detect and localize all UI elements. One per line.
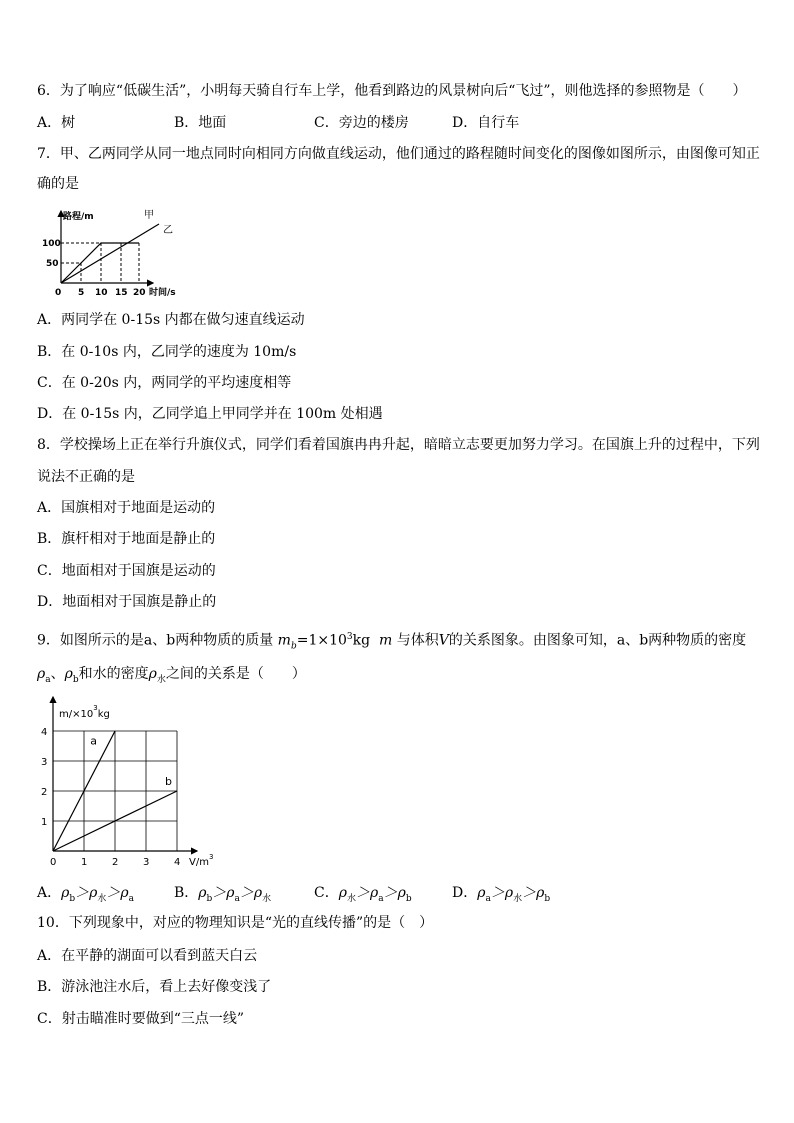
q9-stem-line2: $\rho_a$、$\rho_b$和水的密度$\rho_水$之间的关系是（ ）: [37, 666, 306, 685]
q9-option-b: B．$\rho_b>\rho_a>\rho_水$: [174, 885, 272, 904]
q9-y-tick-label: 4: [41, 727, 48, 738]
q7-option-c: C．在 0-20s 内，两同学的平均速度相等: [37, 375, 292, 391]
q7-label-jia: 甲: [144, 210, 154, 221]
q9-option-a: A．$\rho_b>\rho_水>\rho_a$: [37, 885, 134, 904]
q7-stem-line1: 7．甲、乙两同学从同一地点同时向相同方向做直线运动，他们通过的路程随时间变化的图像如图所示，由图像可知正: [37, 146, 760, 162]
q7-distance-time-graph: [35, 205, 185, 300]
q10-stem: 10．下列现象中，对应的物理知识是“光的直线传播”的是（ ）: [37, 915, 434, 931]
q9-y-tick-label: 1: [41, 817, 48, 828]
q7-line-yi: [61, 224, 159, 283]
q8-option-b: B．旗杆相对于地面是静止的: [37, 531, 216, 547]
q9-stem-line1: 9．如图所示的是a、b两种物质的质量 $m_b=1\times 10^3kg$ m 与体积V的关系图象。由图象可知，a、b两种物质的密度: [37, 632, 747, 652]
q8-stem-line1: 8．学校操场上正在举行升旗仪式，同学们看着国旗冉冉升起，暗暗立志要更加努力学习。在国旗上升的过程中，下列: [37, 437, 760, 453]
q7-xtick-10: 10: [95, 288, 108, 298]
q9-y-tick-label: 3: [41, 757, 48, 768]
q9-y-axis-label: $m/\times 10^3kg$: [59, 704, 110, 720]
q7-xtick-20: 20: [133, 288, 146, 298]
q8-option-c: C．地面相对于国旗是运动的: [37, 563, 216, 579]
q8-option-a: A．国旗相对于地面是运动的: [37, 500, 216, 516]
q9-option-d: D．$\rho_a>\rho_水>\rho_b$: [452, 885, 551, 904]
q7-xtick-15: 15: [115, 288, 128, 298]
q7-option-a: A．两同学在 0-15s 内都在做匀速直线运动: [37, 312, 305, 328]
q8-option-d: D．地面相对于国旗是静止的: [37, 594, 217, 610]
q6-option-c: C．旁边的楼房: [314, 115, 409, 131]
q9-series-label-b: b: [165, 775, 172, 788]
q10-option-b: B．游泳池注水后，看上去好像变浅了: [37, 979, 272, 995]
q9-x-tick-label: 1: [81, 857, 88, 868]
q9-x-tick-label: 2: [112, 857, 119, 868]
q7-label-yi: 乙: [163, 225, 173, 236]
q6-option-b: B．地面: [174, 115, 227, 131]
q7-xtick-5: 5: [78, 288, 85, 298]
q7-x-label: 时间/s: [149, 288, 176, 298]
q9-x-axis-label: $V/m^3$: [189, 853, 214, 868]
q7-option-b: B．在 0-10s 内，乙同学的速度为 10m/s: [37, 344, 297, 360]
q9-x-tick-label: 0: [50, 857, 57, 868]
q7-option-d: D．在 0-15s 内，乙同学追上甲同学并在 100m 处相遇: [37, 406, 383, 422]
q10-option-a: A．在平静的湖面可以看到蓝天白云: [37, 948, 258, 964]
q9-x-tick-label: 3: [143, 857, 150, 868]
q6-option-a: A．树: [37, 115, 76, 131]
q9-x-tick-label: 4: [174, 857, 181, 868]
q9-series-label-a: a: [90, 734, 97, 748]
q6-option-d: D．自行车: [452, 115, 520, 131]
q7-xtick-0: 0: [55, 288, 62, 298]
q9-y-tick-label: 2: [41, 787, 48, 798]
q8-stem-line2: 说法不正确的是: [37, 469, 135, 485]
q7-stem-line2: 确的是: [37, 176, 79, 192]
q7-ytick-50: 50: [46, 259, 59, 269]
q10-option-c: C．射击瞄准时要做到“三点一线”: [37, 1011, 245, 1027]
q9-mass-volume-chart: [33, 693, 233, 871]
q9-option-c: C．$\rho_水>\rho_a>\rho_b$: [314, 885, 412, 904]
q6-stem: 6．为了响应“低碳生活”，小明每天骑自行车上学，他看到路边的风景树向后“飞过”，则他选择的参照物是（ ）: [37, 83, 747, 99]
q7-y-label: 路程/m: [63, 212, 94, 222]
q7-ytick-100: 100: [42, 239, 61, 249]
